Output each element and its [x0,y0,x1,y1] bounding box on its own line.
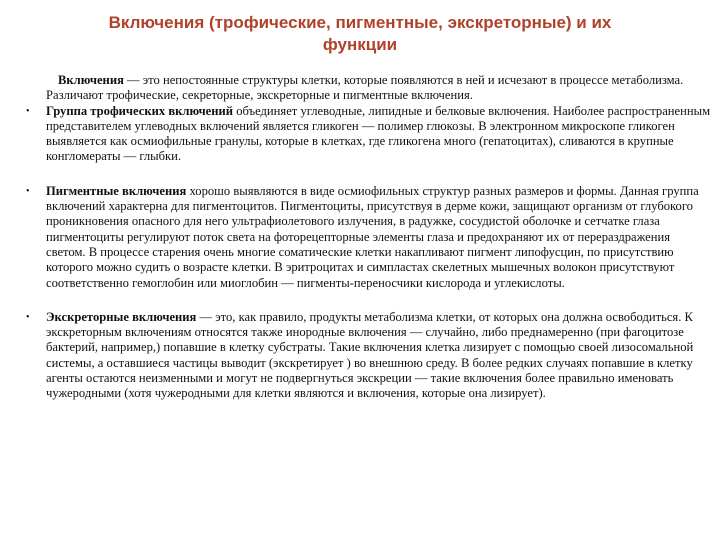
bullet-term-pigment: Пигментные включения [46,183,187,198]
intro-term: Включения [58,73,124,87]
bullet-marker: • [26,185,30,197]
intro-text: — это непостоянные структуры клетки, которые появляются в ней и исчезают в процессе метаболизма. Различают трофические, секреторные, экскреторные и пигментные включения. [46,73,684,103]
bullet-term-trophic: Группа трофических включений [46,103,234,118]
bullet-excretory [20,310,712,402]
intro-paragraph [20,73,712,104]
bullet-pigment [20,184,712,291]
slide-title [20,12,700,56]
bullet-marker: • [26,105,30,117]
bullet-text-pigment: хорошо выявляются в виде осмиофильных структур разных размеров и формы. Данная группа включений характерна для пигментоцитов. Пигментоциты, присутствуя в дерме кожи, защищают организм от глубокого проникновения опасного для него ультрафиолетового излучения, в радужке, сосудистой оболочке и сетчатке глаза пигментоциты регулируют поток света на фоторецепторные элементы глаза и предохраняют их от перераздражения светом. В процессе старения очень многие соматические клетки накапливают пигмент липофусцин, по присутствию которого можно судить о возрасте клетки. В эритроцитах и симпластах скелетных мышечных волокон присутствуют соответственно гемоглобин или миоглобин — пигменты-переносчики кислорода и углекислоты. [46,183,699,290]
bullet-term-excretory: Экскреторные включения [46,309,197,324]
slide-body [20,73,712,402]
slide-title-line-1: Включения (трофические, пигментные, экскреторные) и их [108,13,612,32]
spacer [20,165,712,184]
bullet-text-trophic: объединяет углеводные, липидные и белковые включения. Наиболее распространенным представителем углеводных включений является гликоген — полимер глюкозы. В электронном микроскопе гликоген выявляется как осмиофильные гранулы, которые в клетках, где гликогена много (гепатоцитах), сливаются в крупные конгломераты — глыбки. [46,103,711,164]
bullet-text-excretory: — это, как правило, продукты метаболизма клетки, от которых она должна освободиться. К экскреторным включениям относятся также инородные включения — случайно, либо преднамеренно (при фагоцитозе бактерий, например,) попавшие в клетку субстраты. Такие включения клетка лизирует с помощью своей лизосомальной системы, а оставшиеся частицы выводит (экскретирует ) во внешнюю среду. В более редких случаях попавшие в клетку агенты остаются неизменными и могут не подвергнуться экскреции — такие включения более правильно именовать чужеродными (хотя чужеродными для клетки являются и включения, которые она лизирует). [46,309,694,401]
bullet-trophic [20,104,712,165]
spacer [20,291,712,310]
bullet-marker: • [26,311,30,323]
slide-title-line-2: функции [322,35,398,54]
